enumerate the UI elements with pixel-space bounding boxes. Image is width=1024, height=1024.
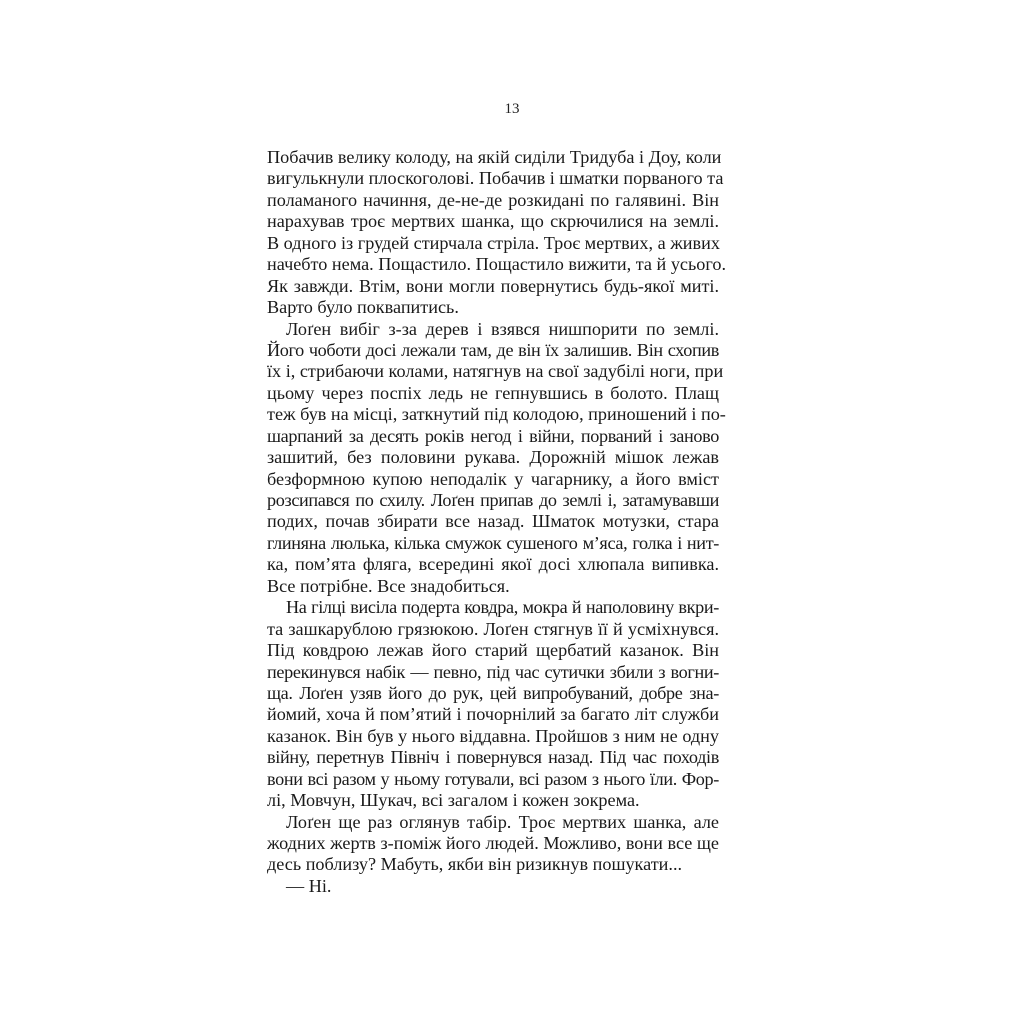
text-line: війну, перетнув Північ і повернувся назад. Під час походів	[267, 747, 719, 768]
text-line: цьому через поспіх ледь не гепнувшись в болото. Плащ	[267, 382, 719, 403]
text-line: теж був на місці, заткнутий під колодою, приношений і по-	[267, 404, 726, 425]
text-line: та зашкарублою грязюкою. Лоґен стягнув її й усміхнувся.	[267, 618, 719, 639]
text-line: жодних жертв з-поміж його людей. Можливо, вони все ще	[267, 833, 719, 853]
text-line: Все потрібне. Все знадобиться.	[267, 575, 510, 596]
paragraph	[267, 147, 727, 319]
text-line: подих, почав збирати все назад. Шматок мотузки, стара	[267, 511, 719, 532]
text-line: перекинувся набік — певно, під час сутички збили з вогни-	[267, 661, 719, 682]
text-line: Побачив велику колоду, на якій сиділи Тридуба і Доу, коли	[267, 147, 722, 167]
paragraph	[267, 597, 719, 811]
text-line: поламаного начиння, де-не-де розкидані по галявині. Він	[267, 189, 719, 210]
text-line: казанок. Він був у нього віддавна. Пройшов з ним не одну	[267, 725, 719, 746]
text-line: ка, пом’ята фляга, всередині якої досі хлюпала випивка.	[267, 554, 719, 575]
text-line: глиняна люлька, кілька смужок сушеного м’яса, голка і нит-	[267, 532, 719, 553]
text-line: вони всі разом у ньому готували, всі разом з нього їли. Фор-	[267, 768, 719, 789]
text-line: В одного із грудей стирчала стріла. Троє мертвих, а живих	[267, 232, 720, 253]
text-line: На гілці висіла подерта ковдра, мокра й наполовину вкри-	[286, 597, 719, 618]
text-line: Як завжди. Втім, вони могли повернутись будь-якої миті.	[267, 275, 719, 296]
text-line: ща. Лоґен узяв його до рук, цей випробуваний, добре зна-	[267, 682, 719, 703]
paragraph	[267, 876, 719, 897]
text-line: їх і, стрибаючи колами, натягнув на свої задубілі ноги, при	[267, 361, 724, 382]
text-line: Варто було поквапитись.	[267, 297, 459, 318]
text-line: зашитий, без половини рукава. Дорожній мішок лежав	[267, 447, 719, 468]
text-line: Його чоботи досі лежали там, де він їх залишив. Він схопив	[267, 339, 719, 360]
text-line: безформною купою неподалік у чагарнику, а його вміст	[267, 468, 719, 489]
paragraph	[267, 812, 719, 876]
text-line: десь поблизу? Мабуть, якби він ризикнув пошукати...	[267, 854, 683, 875]
text-line: Лоґен вибіг з-за дерев і взявся нишпорити по землі.	[286, 318, 719, 339]
text-line: розсипався по схилу. Лоґен припав до землі і, затамувавши	[267, 490, 719, 510]
text-line: шарпаний за десять років негод і війни, порваний і заново	[267, 425, 719, 446]
text-line: нарахував троє мертвих шанка, що скрючилися на землі.	[267, 211, 719, 232]
text-line: йомий, хоча й пом’ятий і почорнілий за багато літ служби	[267, 704, 719, 725]
text-line: лі, Мовчун, Шукач, всі загалом і кожен зокрема.	[267, 790, 640, 811]
body-text	[267, 147, 727, 897]
text-line: Лоґен ще раз оглянув табір. Троє мертвих шанка, але	[286, 811, 719, 832]
paragraph	[267, 318, 726, 598]
dialogue-line: — Ні.	[286, 875, 332, 896]
text-line: начебто нема. Пощастило. Пощастило вижити, та й усього.	[267, 254, 727, 275]
text-line: Під ковдрою лежав його старий щербатий казанок. Він	[267, 640, 719, 661]
text-line: вигулькнули плоскоголові. Побачив і шматки порваного та	[267, 168, 724, 189]
page-number: 13	[504, 101, 520, 117]
